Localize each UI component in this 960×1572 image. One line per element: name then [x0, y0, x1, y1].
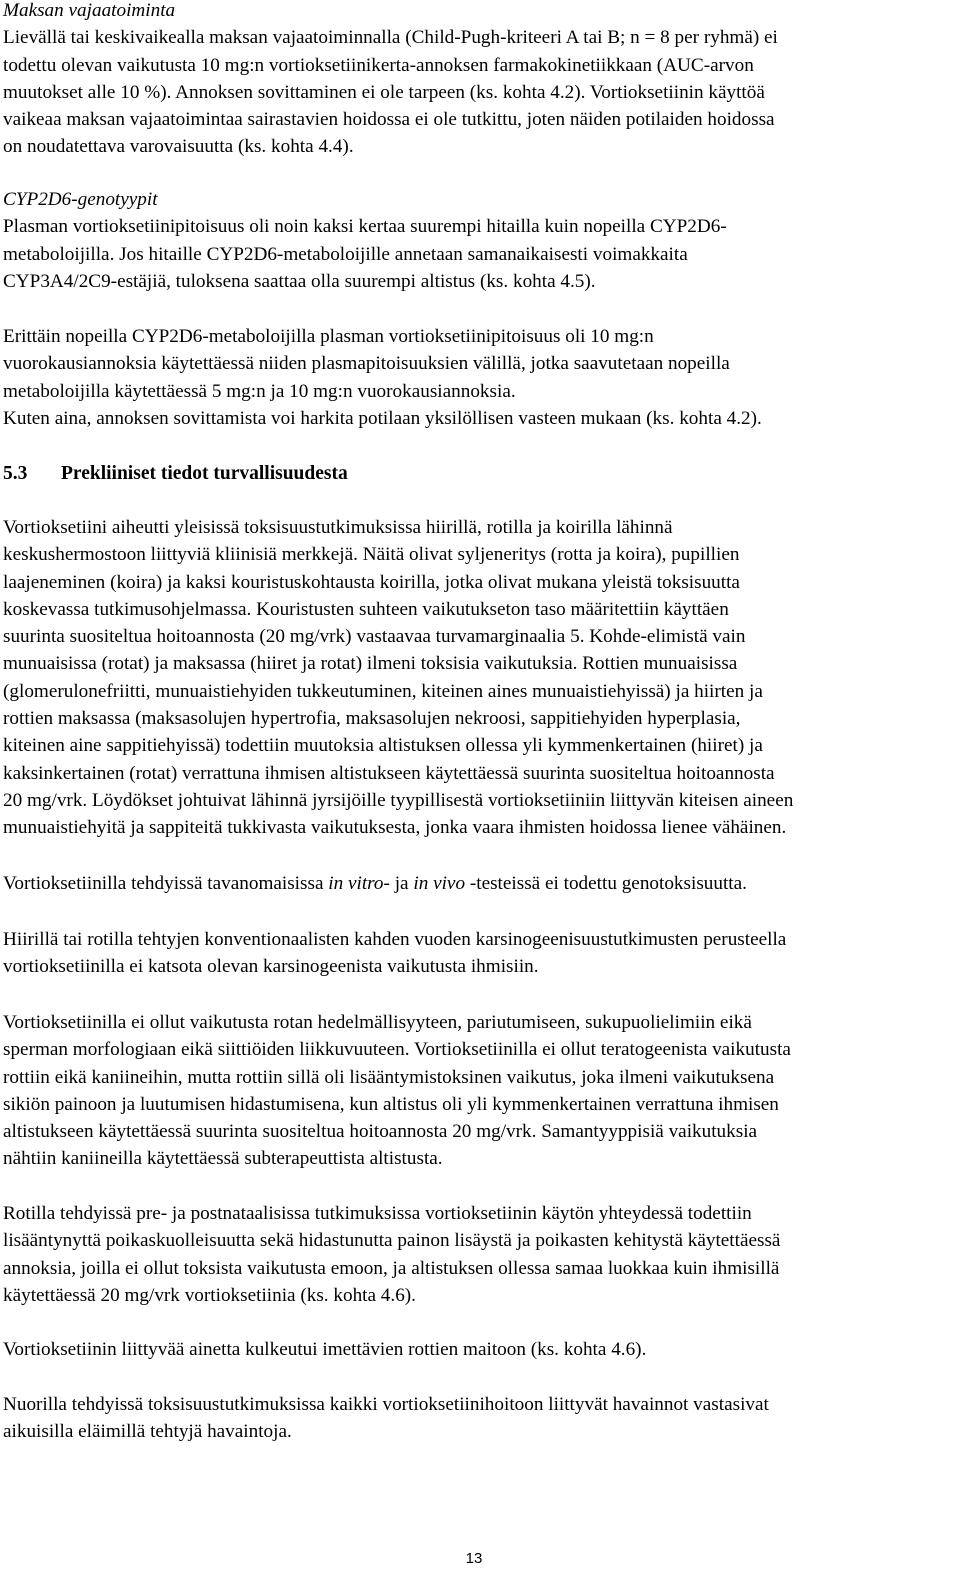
paragraph-line: lisääntynyttä poikaskuolleisuutta sekä hidastunutta painon lisäystä ja poikasten kehitystä käytettäessä [3, 1230, 781, 1252]
paragraph-line: Plasman vortioksetiinipitoisuus oli noin kaksi kertaa suurempi hitailla kuin nopeilla CYP2D6- [3, 216, 727, 238]
section-number: 5.3 [3, 463, 28, 484]
paragraph-line [3, 870, 959, 897]
paragraph-line: keskushermostoon liittyviä kliinisiä merkkejä. Näitä olivat syljeneritys (rotta ja koira), pupillien [3, 544, 740, 566]
paragraph-line: Kuten aina, annoksen sovittamista voi harkita potilaan yksilöllisen vasteen mukaan (ks. kohta 4.2). [3, 407, 762, 429]
italic-term-in-vivo: in vivo [413, 873, 466, 894]
paragraph-line: vaikeaa maksan vajaatoimintaa sairastavien hoidossa ei ole tutkittu, joten näiden potilaiden hoidossa [3, 109, 775, 131]
paragraph-line: altistukseen käytettäessä suurinta suositeltua hoitoannosta 20 mg/vrk. Samantyyppisiä vaikutuksia [3, 1121, 758, 1143]
lactation-paragraph [3, 1336, 959, 1363]
paragraph-line: munuaistiehyitä ja sappiteitä tukkivasta vaikutuksesta, jonka vaara ihmisten hoidossa lienee vähäinen. [3, 817, 787, 839]
paragraph-line: (glomerulonefriitti, munuaistiehyiden tukkeutuminen, kiteinen aines munuaistiehyissä) ja hiirten ja [3, 680, 763, 702]
prenatal-paragraph [3, 1200, 959, 1309]
paragraph-line: sperman morfologiaan eikä siittiöiden liikkuvuuteen. Vortioksetiinilla ei ollut teratogeenista vaikutusta [3, 1039, 791, 1061]
paragraph-line: laajeneminen (koira) ja kaksi kouristuskohtausta koirilla, jotka olivat mukana yleistä toksisuutta [3, 571, 740, 593]
paragraph-line: metaboloijilla. Jos hitaille CYP2D6-metaboloijille annetaan samanaikaisesti voimakkaita [3, 243, 688, 265]
text-run: - ja [383, 873, 414, 894]
paragraph-line: käytettäessä 20 mg/vrk vortioksetiinia (ks. kohta 4.6). [3, 1284, 416, 1306]
paragraph-line: Rotilla tehdyissä pre- ja postnataalisissa tutkimuksissa vortioksetiinin käytön yhteydessä todettiin [3, 1203, 752, 1224]
paragraph-line: on noudatettava varovaisuutta (ks. kohta 4.4). [3, 136, 354, 158]
cyp2d6-subheading: CYP2D6-genotyypit [3, 189, 158, 210]
genotoxicity-paragraph [3, 870, 959, 897]
paragraph-line: munuaisissa (rotat) ja maksassa (hiiret ja rotat) ilmeni toksisia vaikutuksia. Rottien munuaisissa [3, 653, 738, 675]
paragraph-line: Lievällä tai keskivaikealla maksan vajaatoiminnalla (Child-Pugh-kriteeri A tai B; n = 8 per ryhmä) ei [3, 27, 778, 49]
paragraph-line: suurinta suositeltua hoitoannosta (20 mg/vrk) vastaavaa turvamarginaalia 5. Kohde-elimistä vain [3, 626, 746, 648]
paragraph-line: Vortioksetiinin liittyvää ainetta kulkeutui imettävien rottien maitoon (ks. kohta 4.6). [3, 1339, 647, 1360]
paragraph-line: aikuisilla eläimillä tehtyjä havaintoja. [3, 1421, 292, 1443]
juvenile-paragraph [3, 1391, 959, 1446]
paragraph-line: kaksinkertainen (rotat) verrattuna ihmisen altistukseen käytettäessä suurinta suositeltua hoitoannosta [3, 762, 775, 784]
liver-impairment-subheading: Maksan vajaatoiminta [3, 0, 176, 21]
cyp2d6-section [3, 186, 959, 295]
ultrarapid-metabolizer-paragraph [3, 323, 959, 432]
paragraph-line: vortioksetiinilla ei katsota olevan karsinogeenista vaikutusta ihmisiin. [3, 956, 539, 978]
liver-impairment-section [3, 0, 959, 161]
paragraph-line: todettu olevan vaikutusta 10 mg:n vortioksetiinikerta-annoksen farmakokinetiikkaan (AUC-arvon [3, 54, 754, 76]
paragraph-line: CYP3A4/2C9-estäjiä, tuloksena saattaa olla suurempi altistus (ks. kohta 4.5). [3, 270, 596, 292]
paragraph-line: Hiirillä tai rotilla tehtyjen konventionaalisten kahden vuoden karsinogeenisuustutkimusten perusteella [3, 929, 787, 950]
paragraph-line: Vortioksetiini aiheutti yleisissä toksisuustutkimuksissa hiirillä, rotilla ja koirilla lähinnä [3, 517, 673, 538]
section-heading [3, 460, 959, 487]
paragraph-line: rottien maksassa (maksasolujen hypertrofia, maksasolujen nekroosi, sappitiehyiden hyperplasia, [3, 708, 741, 730]
paragraph-line: Nuorilla tehdyissä toksisuustutkimuksissa kaikki vortioksetiinihoitoon liittyvät havainnot vastasivat [3, 1394, 769, 1415]
paragraph-line: Erittäin nopeilla CYP2D6-metaboloijilla plasman vortioksetiinipitoisuus oli 10 mg:n [3, 326, 654, 347]
paragraph-line: metaboloijilla käytettäessä 5 mg:n ja 10 mg:n vuorokausiannoksia. [3, 380, 516, 402]
paragraph-line: koskevassa tutkimusohjelmassa. Kouristusten suhteen vaikutukseton taso määritettiin käyttäen [3, 598, 729, 620]
paragraph-line: annoksia, joilla ei ollut toksista vaikutusta emoon, ja altistuksen ollessa samaa luokkaa kuin ihmisillä [3, 1257, 780, 1279]
section-title: Prekliiniset tiedot turvallisuudesta [61, 463, 348, 484]
paragraph-line: muutokset alle 10 %). Annoksen sovittaminen ei ole tarpeen (ks. kohta 4.2). Vortioksetiinin käyttöä [3, 81, 765, 103]
text-run: Vortioksetiinilla tehdyissä tavanomaisissa [3, 873, 329, 894]
italic-term-in-vitro: in vitro [328, 873, 384, 894]
paragraph-line: sikiön painoon ja luutumisen hidastumisena, kun altistus oli yli kymmenkertainen verrattuna ihmisen [3, 1093, 779, 1115]
paragraph-line: Vortioksetiinilla ei ollut vaikutusta rotan hedelmällisyyteen, pariutumiseen, sukupuolielimiin eikä [3, 1012, 752, 1033]
paragraph-line: 20 mg/vrk. Löydökset johtuivat lähinnä jyrsijöille tyypillisestä vortioksetiiniin liittyvän kiteisen aineen [3, 789, 794, 811]
paragraph-line: vuorokausiannoksia käytettäessä niiden plasmapitoisuuksien välillä, jotka saavutetaan nopeilla [3, 353, 730, 375]
page-number: 13 [465, 1550, 483, 1567]
paragraph-line: nähtiin kaniineilla käytettäessä subterapeuttista altistusta. [3, 1148, 443, 1170]
text-run: -testeissä ei todettu genotoksisuutta. [465, 873, 747, 894]
toxicity-paragraph [3, 514, 959, 842]
paragraph-line: rottiin eikä kaniineihin, mutta rottiin sillä oli lisääntymistoksinen vaikutus, joka ilmeni vaikutuksena [3, 1066, 775, 1088]
carcinogenicity-paragraph [3, 926, 959, 981]
fertility-paragraph [3, 1009, 959, 1173]
paragraph-line: kiteinen aine sappitiehyissä) todettiin muutoksia altistuksen ollessa yli kymmenkertainen (hiiret) ja [3, 735, 763, 757]
